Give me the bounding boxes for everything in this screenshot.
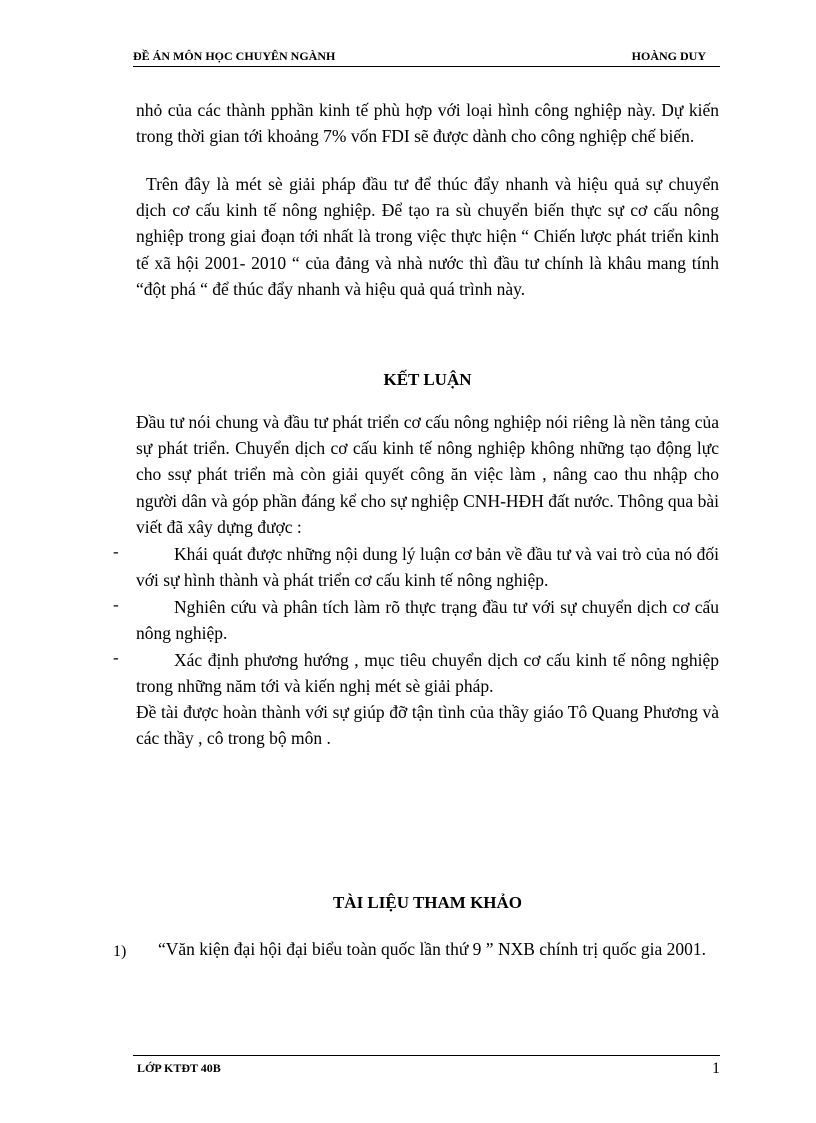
- conclusion-paragraph-1: Đầu tư nói chung và đầu tư phát triển cơ cấu nông nghiệp nói riêng là nền tảng của sự phát triển. Chuyển dịch cơ cấu kinh tế nông nghiệp không những tạo động lực cho ssự phát triển mà còn giải quyết công ăn việc làm , nâng cao thu nhập cho người dân và góp phần đáng kể cho sự nghiệp CNH-HĐH đất nước. Thông qua bài viết đã xây dựng được :: [136, 412, 719, 537]
- conclusion-item-2: Nghiên cứu và phân tích làm rõ thực trạng đầu tư với sự chuyển dịch cơ cấu nông nghiệp.: [136, 597, 719, 644]
- intro-paragraph-1: nhỏ của các thành pphần kinh tế phù hợp với loại hình công nghiệp này. Dự kiến trong thời gian tới khoảng 7% vốn FDI sẽ được dành cho công nghiệp chế biến.: [136, 100, 719, 147]
- references-heading: TÀI LIỆU THAM KHẢO: [332, 893, 523, 912]
- header-title: ĐỀ ÁN MÔN HỌC CHUYÊN NGÀNH: [133, 49, 336, 63]
- bullet-dash-2: -: [113, 595, 119, 614]
- conclusion-paragraph-2: Đề tài được hoàn thành với sự giúp đỡ tận tình của thầy giáo Tô Quang Phương và các thầy , cô trong bộ môn .: [136, 702, 719, 749]
- bullet-dash-1: -: [113, 542, 119, 561]
- page-header: [133, 48, 720, 67]
- intro-paragraph-2: Trên đây là mét sè giải pháp đầu tư để thúc đẩy nhanh và hiệu quả sự chuyển dịch cơ cấu kinh tế nông nghiệp. Để tạo ra sù chuyển biến thực sự cơ cấu nông nghiệp trong giai đoạn tới nhất là trong việc thực hiện “ Chiến lược phát triển kinh tế xã hội 2001- 2010 “ của đảng và nhà nước thì đầu tư chính là khâu mang tính “đột phá “ để thúc đẩy nhanh và hiệu quả quá trình này.: [136, 174, 719, 299]
- header-author: HOÀNG DUY: [631, 49, 706, 63]
- conclusion-heading: KẾT LUẬN: [383, 370, 472, 389]
- conclusion-item-3: Xác định phương hướng , mục tiêu chuyển dịch cơ cấu kinh tế nông nghiệp trong những năm tới và kiến nghị mét sè giải pháp.: [136, 650, 719, 697]
- conclusion-item-1: Khái quát được những nội dung lý luận cơ bản về đầu tư và vai trò của nó đối với sự hình thành và phát triển cơ cấu kinh tế nông nghiệp.: [136, 544, 719, 591]
- bullet-dash-3: -: [113, 648, 119, 667]
- page-number: 1: [712, 1060, 720, 1077]
- footer-class: LỚP KTĐT 40B: [137, 1061, 221, 1075]
- page-footer: [133, 1055, 720, 1078]
- reference-item-1: “Văn kiện đại hội đại biểu toàn quốc lần thứ 9 ” NXB chính trị quốc gia 2001.: [158, 939, 706, 959]
- reference-number-1: 1): [113, 943, 127, 960]
